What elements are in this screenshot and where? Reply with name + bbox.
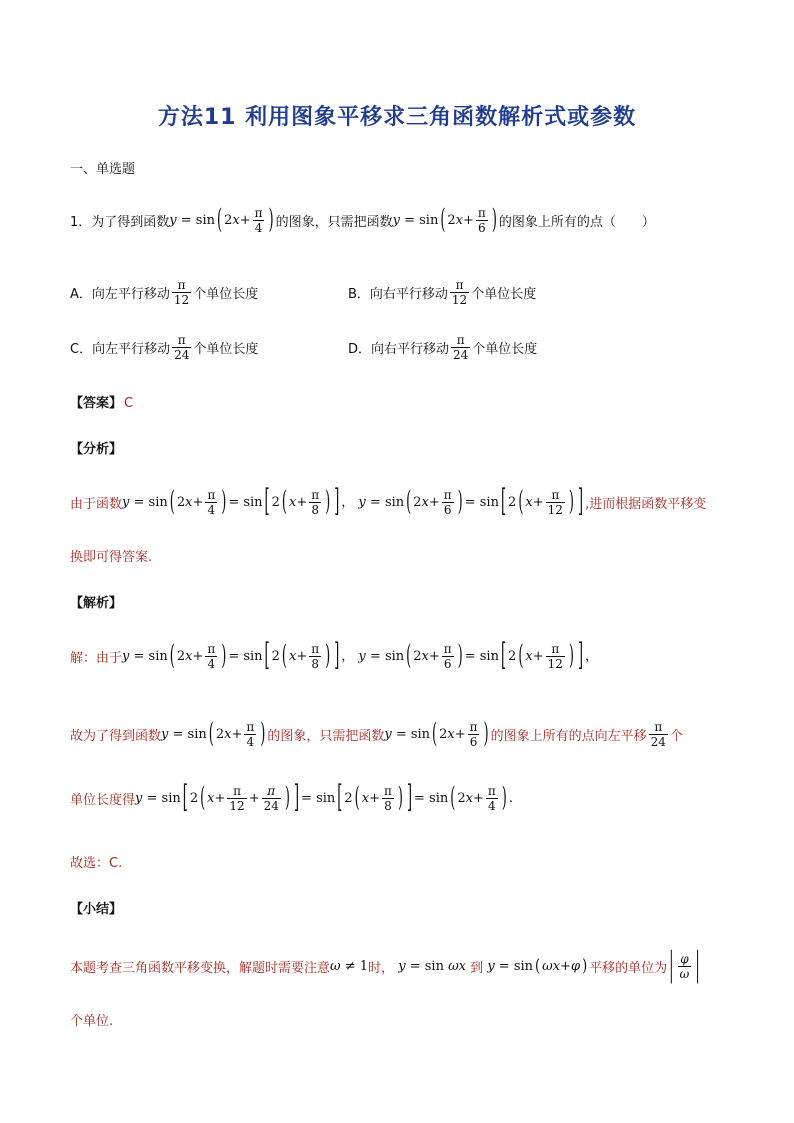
option-b: [348, 278, 536, 307]
summary-condition: ω ≠ 1: [330, 959, 369, 974]
analysis-line-2: 换即可得答案.: [70, 550, 153, 565]
summary-line-2: 个单位.: [70, 1014, 114, 1029]
summary-to: 到: [470, 961, 484, 976]
option-d-unit: 个单位长度: [472, 342, 538, 357]
option-d-fraction: $\frac{\pi}{24}$: [453, 333, 469, 362]
option-c-label: C．向左平行移动: [70, 342, 171, 357]
solution-line2-end: 个: [669, 729, 683, 744]
analysis-formula: y = sin ( 2x+ $\frac{\pi}{4}$ ) = sin [ 2 ( x+ $\frac{\pi}{8}$ ) ] ， y = sin ( 2x+ $\frac{\pi}{6}$ ) = sin [ 2 ( x+ $\frac{\pi}{12}$ ) ]: [122, 484, 584, 521]
option-a-fraction: $\frac{\pi}{12}$: [173, 278, 190, 307]
option-a-label: A．向左平行移动: [70, 287, 170, 302]
solution-line2-mid: 的图象，只需把函数: [267, 729, 385, 744]
summary-label: 【小结】: [70, 902, 123, 917]
solution-line-3: [70, 780, 513, 817]
analysis-label: 【分析】: [70, 442, 123, 457]
summary-formula-b: y = sin ( ωx+φ ): [487, 956, 588, 977]
question-mid: 的图象，只需把函数: [275, 215, 393, 230]
option-b-label: B．向右平行移动: [348, 287, 448, 302]
option-c: [70, 333, 258, 362]
solution-formula-1: y = sin ( 2x+ $\frac{\pi}{4}$ ) = sin [ 2 ( x+ $\frac{\pi}{8}$ ) ] ， y = sin ( 2x+ $\frac{\pi}{6}$ ) = sin [ 2 ( x+ $\frac{\pi}{12}$ ) ] ，: [122, 638, 599, 675]
answer-row: [70, 392, 133, 411]
option-b-unit: 个单位长度: [471, 287, 537, 302]
solution-formula-result: y = sin [ 2 ( x+ $\frac{\pi}{12}$ + $\frac{\pi}{24}$ ) ] = sin [ 2 ( x+ $\frac{\pi}{8}$ ) ] = sin ( 2x+ $\frac{\pi}{4}$ ) .: [135, 780, 513, 817]
summary-abs-fraction: | $\frac{\varphi}{\omega}$ |: [669, 947, 700, 986]
solution-shift-fraction: $\frac{\pi}{24}$: [650, 720, 666, 749]
solution-line2-prefix: 故为了得到函数: [70, 729, 162, 744]
option-a-unit: 个单位长度: [193, 287, 259, 302]
solution-line-1: [70, 638, 599, 675]
solution-formula-source: y = sin ( 2x+ $\frac{\pi}{6}$ ): [384, 718, 489, 751]
solution-label: 【解析】: [70, 596, 123, 611]
option-c-unit: 个单位长度: [193, 342, 259, 357]
question-suffix: 的图象上所有的点（ ）: [498, 215, 655, 230]
option-a: [70, 278, 258, 307]
answer-value: C: [124, 396, 134, 411]
section-heading: 一、单选题: [70, 162, 136, 177]
analysis-suffix: ,进而根据函数平移变: [585, 497, 707, 512]
solution-line-2: [70, 720, 683, 749]
analysis-line-1: [70, 484, 707, 521]
solution-choice: 故选：C.: [70, 856, 123, 871]
summary-line-1: [70, 947, 702, 986]
formula-target: y = sin ( 2x+ $\frac{\pi}{4}$ ): [169, 204, 274, 237]
solution-line2-suffix: 的图象上所有的点向左平移: [490, 729, 647, 744]
question-stem: [70, 206, 655, 235]
option-d-label: D．向右平行移动: [348, 342, 450, 357]
formula-source: y = sin ( 2x+ $\frac{\pi}{6}$ ): [392, 204, 497, 237]
summary-formula-a: y = sin ωx: [398, 959, 467, 974]
solution-formula-target: y = sin ( 2x+ $\frac{\pi}{4}$ ): [161, 718, 266, 751]
answer-label: 【答案】: [70, 396, 123, 411]
solution-line1-prefix: 解：由于: [70, 651, 123, 666]
summary-cond: 时，: [368, 961, 395, 976]
summary-mid: 平移的单位为: [589, 961, 668, 976]
option-c-fraction: $\frac{\pi}{24}$: [174, 333, 190, 362]
solution-line3-prefix: 单位长度得: [70, 793, 136, 808]
analysis-prefix: 由于函数: [70, 497, 123, 512]
page-title: 方法11 利用图象平移求三角函数解析式或参数: [157, 105, 637, 130]
summary-prefix: 本题考查三角函数平移变换，解题时需要注意: [70, 961, 331, 976]
option-b-fraction: $\frac{\pi}{12}$: [451, 278, 468, 307]
option-d: [348, 333, 537, 362]
question-prefix: 1．为了得到函数: [70, 215, 170, 230]
